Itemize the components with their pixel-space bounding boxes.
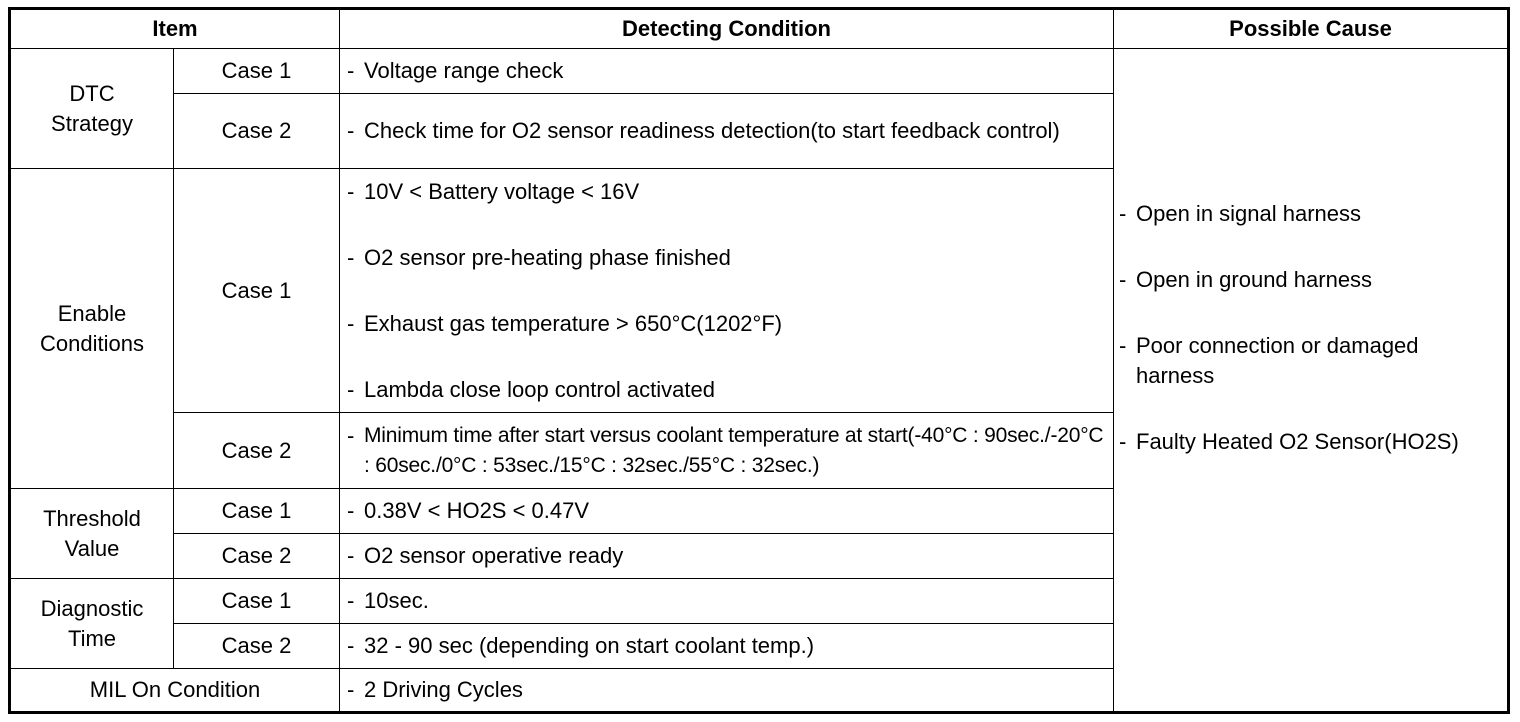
bullet-dash: - <box>347 677 355 702</box>
condition-cell <box>340 169 1114 413</box>
condition-cell <box>340 94 1114 169</box>
bullet-dash: - <box>347 376 355 402</box>
condition-cell <box>340 413 1114 489</box>
cause-item: - Poor connection or damaged harness <box>1119 333 1419 388</box>
bullet-dash: - <box>1119 267 1127 292</box>
bullet-dash: - <box>347 310 355 336</box>
bullet-dash: - <box>347 118 355 143</box>
cause-item: - Open in signal harness <box>1119 199 1499 229</box>
table-header-row <box>10 9 1509 49</box>
bullet-dash: - <box>347 588 355 613</box>
condition-cell <box>340 624 1114 669</box>
case-label: Case 1 <box>174 169 340 413</box>
item-enable-conditions <box>10 169 174 489</box>
item-mil-on-condition: MIL On Condition <box>10 669 340 713</box>
item-label-line: Diagnostic <box>40 595 144 621</box>
condition-item: - O2 sensor pre-heating phase finished <box>347 243 1109 273</box>
condition-item: - 10sec. <box>347 586 1109 616</box>
condition-cell <box>340 49 1114 94</box>
bullet-dash: - <box>1119 429 1127 454</box>
case-label: Case 2 <box>174 413 340 489</box>
bullet-dash: - <box>347 543 355 568</box>
case-label: Case 2 <box>174 534 340 579</box>
bullet-dash: - <box>347 178 355 204</box>
dtc-condition-table <box>8 7 1510 714</box>
bullet-dash: - <box>1119 333 1127 358</box>
possible-cause-list <box>1119 199 1499 457</box>
cause-item: - Open in ground harness <box>1119 265 1499 295</box>
item-dtc-strategy <box>10 49 174 169</box>
cause-item: - Faulty Heated O2 Sensor(HO2S) <box>1119 427 1499 457</box>
header-possible-cause: Possible Cause <box>1114 9 1509 49</box>
condition-cell <box>340 489 1114 534</box>
case-label: Case 1 <box>174 579 340 624</box>
condition-item: - 10V < Battery voltage < 16V <box>347 177 1109 207</box>
bullet-dash: - <box>347 58 355 83</box>
condition-cell <box>340 669 1114 713</box>
possible-cause-cell <box>1114 49 1509 713</box>
condition-item: - Voltage range check <box>347 56 1109 86</box>
bullet-dash: - <box>347 244 355 270</box>
condition-item: - Check time for O2 sensor readiness detection(to start feedback control) <box>347 116 1109 146</box>
header-item: Item <box>10 9 340 49</box>
condition-item: - O2 sensor operative ready <box>347 541 1109 571</box>
bullet-dash: - <box>347 633 355 658</box>
condition-cell <box>340 579 1114 624</box>
item-label-line: DTC <box>69 80 115 106</box>
bullet-dash: - <box>347 422 355 448</box>
item-label-line: Conditions <box>40 330 144 356</box>
condition-item: - 0.38V < HO2S < 0.47V <box>347 496 1109 526</box>
item-diagnostic-time <box>10 579 174 669</box>
bullet-dash: - <box>347 498 355 523</box>
item-label-line: Enable <box>57 300 127 326</box>
item-threshold-value <box>10 489 174 579</box>
condition-item: - 2 Driving Cycles <box>347 675 1109 705</box>
table-row <box>10 49 1509 94</box>
item-label-line: Strategy <box>51 110 133 136</box>
case-label: Case 2 <box>174 94 340 169</box>
header-detecting-condition: Detecting Condition <box>340 9 1114 49</box>
item-label-line: Time <box>67 625 117 651</box>
condition-item: - 32 - 90 sec (depending on start coolant temp.) <box>347 631 1109 661</box>
case-label: Case 2 <box>174 624 340 669</box>
condition-cell <box>340 534 1114 579</box>
item-label-line: Value <box>64 535 120 561</box>
condition-item: - Minimum time after start versus coolant temperature at start(-40°C : 90sec./-20°C : 60sec./0°C : 53sec./15°C : 32sec./55°C : 32sec.) <box>347 422 1104 477</box>
case-label: Case 1 <box>174 489 340 534</box>
bullet-dash: - <box>1119 201 1127 226</box>
item-label-line: Threshold <box>43 505 141 531</box>
case-label: Case 1 <box>174 49 340 94</box>
condition-item: - Exhaust gas temperature > 650°C(1202°F) <box>347 309 1109 339</box>
condition-item: - Lambda close loop control activated <box>347 375 1109 405</box>
